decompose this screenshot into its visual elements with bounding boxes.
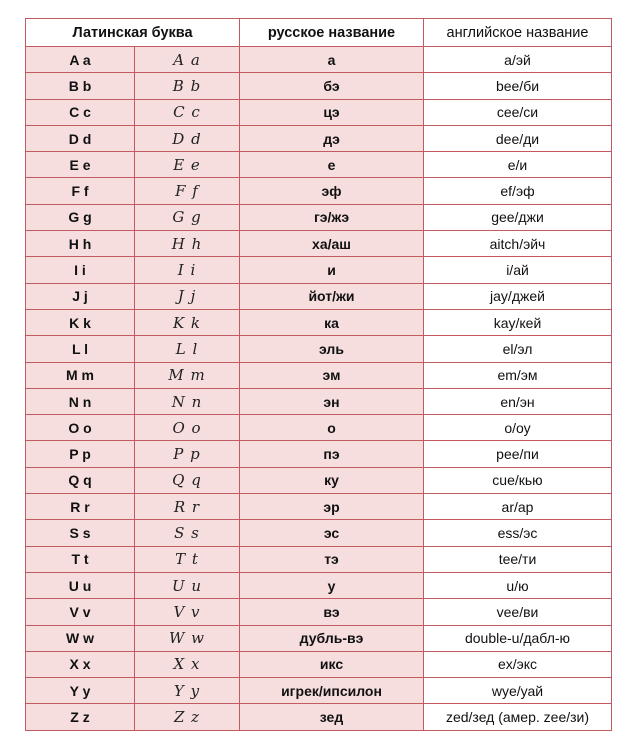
- header-russian-name: русское название: [240, 19, 424, 47]
- russian-name-cell: икс: [240, 651, 424, 677]
- script-letter-cell: L l: [135, 336, 240, 362]
- table-row: [26, 415, 612, 441]
- script-letter-cell: C c: [135, 99, 240, 125]
- russian-name-cell: дэ: [240, 125, 424, 151]
- english-name-cell: u/ю: [424, 572, 612, 598]
- russian-name-cell: эр: [240, 494, 424, 520]
- script-letter-cell: X x: [135, 651, 240, 677]
- english-name-cell: en/эн: [424, 388, 612, 414]
- table-row: [26, 572, 612, 598]
- script-letter-cell: F f: [135, 178, 240, 204]
- russian-name-cell: йот/жи: [240, 283, 424, 309]
- print-letter-cell: C c: [26, 99, 135, 125]
- print-letter-cell: P p: [26, 441, 135, 467]
- russian-name-cell: эль: [240, 336, 424, 362]
- print-letter-cell: A a: [26, 47, 135, 73]
- table-row: [26, 178, 612, 204]
- russian-name-cell: о: [240, 415, 424, 441]
- print-letter-cell: G g: [26, 204, 135, 230]
- english-name-cell: dee/ди: [424, 125, 612, 151]
- table-row: [26, 678, 612, 704]
- print-letter-cell: R r: [26, 494, 135, 520]
- script-letter-cell: S s: [135, 520, 240, 546]
- print-letter-cell: D d: [26, 125, 135, 151]
- script-letter-cell: P p: [135, 441, 240, 467]
- english-name-cell: gee/джи: [424, 204, 612, 230]
- russian-name-cell: ка: [240, 309, 424, 335]
- table-row: [26, 309, 612, 335]
- russian-name-cell: ха/аш: [240, 231, 424, 257]
- script-letter-cell: R r: [135, 494, 240, 520]
- english-name-cell: ef/эф: [424, 178, 612, 204]
- table-row: [26, 257, 612, 283]
- script-letter-cell: O o: [135, 415, 240, 441]
- print-letter-cell: T t: [26, 546, 135, 572]
- english-name-cell: wye/уай: [424, 678, 612, 704]
- russian-name-cell: тэ: [240, 546, 424, 572]
- table-row: [26, 704, 612, 730]
- english-name-cell: i/ай: [424, 257, 612, 283]
- russian-name-cell: эф: [240, 178, 424, 204]
- print-letter-cell: L l: [26, 336, 135, 362]
- print-letter-cell: B b: [26, 73, 135, 99]
- english-name-cell: tee/ти: [424, 546, 612, 572]
- english-name-cell: aitch/эйч: [424, 231, 612, 257]
- table-row: [26, 99, 612, 125]
- english-name-cell: double-u/дабл-ю: [424, 625, 612, 651]
- script-letter-cell: Z z: [135, 704, 240, 730]
- print-letter-cell: H h: [26, 231, 135, 257]
- script-letter-cell: J j: [135, 283, 240, 309]
- script-letter-cell: G g: [135, 204, 240, 230]
- script-letter-cell: I i: [135, 257, 240, 283]
- russian-name-cell: бэ: [240, 73, 424, 99]
- print-letter-cell: F f: [26, 178, 135, 204]
- table-row: [26, 599, 612, 625]
- russian-name-cell: дубль-вэ: [240, 625, 424, 651]
- table-row: [26, 388, 612, 414]
- english-name-cell: el/эл: [424, 336, 612, 362]
- print-letter-cell: U u: [26, 572, 135, 598]
- english-name-cell: e/и: [424, 152, 612, 178]
- russian-name-cell: эн: [240, 388, 424, 414]
- script-letter-cell: N n: [135, 388, 240, 414]
- script-letter-cell: W w: [135, 625, 240, 651]
- table-row: [26, 520, 612, 546]
- header-english-name: английское название: [424, 19, 612, 47]
- russian-name-cell: игрек/ипсилон: [240, 678, 424, 704]
- print-letter-cell: Q q: [26, 467, 135, 493]
- script-letter-cell: A a: [135, 47, 240, 73]
- script-letter-cell: H h: [135, 231, 240, 257]
- russian-name-cell: и: [240, 257, 424, 283]
- english-name-cell: cue/кью: [424, 467, 612, 493]
- script-letter-cell: Q q: [135, 467, 240, 493]
- print-letter-cell: Z z: [26, 704, 135, 730]
- russian-name-cell: эс: [240, 520, 424, 546]
- script-letter-cell: U u: [135, 572, 240, 598]
- print-letter-cell: E e: [26, 152, 135, 178]
- print-letter-cell: N n: [26, 388, 135, 414]
- russian-name-cell: зед: [240, 704, 424, 730]
- script-letter-cell: M m: [135, 362, 240, 388]
- table-row: [26, 362, 612, 388]
- russian-name-cell: ку: [240, 467, 424, 493]
- script-letter-cell: T t: [135, 546, 240, 572]
- table-row: [26, 336, 612, 362]
- script-letter-cell: V v: [135, 599, 240, 625]
- table-row: [26, 231, 612, 257]
- english-name-cell: jay/джей: [424, 283, 612, 309]
- table-row: [26, 125, 612, 151]
- english-name-cell: vee/ви: [424, 599, 612, 625]
- russian-name-cell: у: [240, 572, 424, 598]
- table-row: [26, 73, 612, 99]
- table-row: [26, 651, 612, 677]
- table-row: [26, 494, 612, 520]
- russian-name-cell: вэ: [240, 599, 424, 625]
- print-letter-cell: I i: [26, 257, 135, 283]
- print-letter-cell: W w: [26, 625, 135, 651]
- table-row: [26, 441, 612, 467]
- russian-name-cell: эм: [240, 362, 424, 388]
- alphabet-table: [25, 18, 612, 731]
- english-name-cell: a/эй: [424, 47, 612, 73]
- script-letter-cell: K k: [135, 309, 240, 335]
- english-name-cell: ex/экс: [424, 651, 612, 677]
- russian-name-cell: гэ/жэ: [240, 204, 424, 230]
- english-name-cell: bee/би: [424, 73, 612, 99]
- table-row: [26, 204, 612, 230]
- english-name-cell: kay/кей: [424, 309, 612, 335]
- english-name-cell: zed/зед (амер. zee/зи): [424, 704, 612, 730]
- table-row: [26, 47, 612, 73]
- table-row: [26, 546, 612, 572]
- table-row: [26, 152, 612, 178]
- russian-name-cell: цэ: [240, 99, 424, 125]
- english-name-cell: ess/эс: [424, 520, 612, 546]
- english-name-cell: cee/си: [424, 99, 612, 125]
- print-letter-cell: K k: [26, 309, 135, 335]
- script-letter-cell: B b: [135, 73, 240, 99]
- print-letter-cell: X x: [26, 651, 135, 677]
- script-letter-cell: Y y: [135, 678, 240, 704]
- russian-name-cell: е: [240, 152, 424, 178]
- russian-name-cell: а: [240, 47, 424, 73]
- table-row: [26, 625, 612, 651]
- header-latin-letter: Латинская буква: [26, 19, 240, 47]
- print-letter-cell: S s: [26, 520, 135, 546]
- english-name-cell: o/оу: [424, 415, 612, 441]
- header-row: [26, 19, 612, 47]
- script-letter-cell: D d: [135, 125, 240, 151]
- print-letter-cell: M m: [26, 362, 135, 388]
- table-row: [26, 283, 612, 309]
- russian-name-cell: пэ: [240, 441, 424, 467]
- script-letter-cell: E e: [135, 152, 240, 178]
- english-name-cell: ar/ар: [424, 494, 612, 520]
- print-letter-cell: J j: [26, 283, 135, 309]
- english-name-cell: em/эм: [424, 362, 612, 388]
- print-letter-cell: O o: [26, 415, 135, 441]
- print-letter-cell: Y y: [26, 678, 135, 704]
- english-name-cell: pee/пи: [424, 441, 612, 467]
- table-row: [26, 467, 612, 493]
- print-letter-cell: V v: [26, 599, 135, 625]
